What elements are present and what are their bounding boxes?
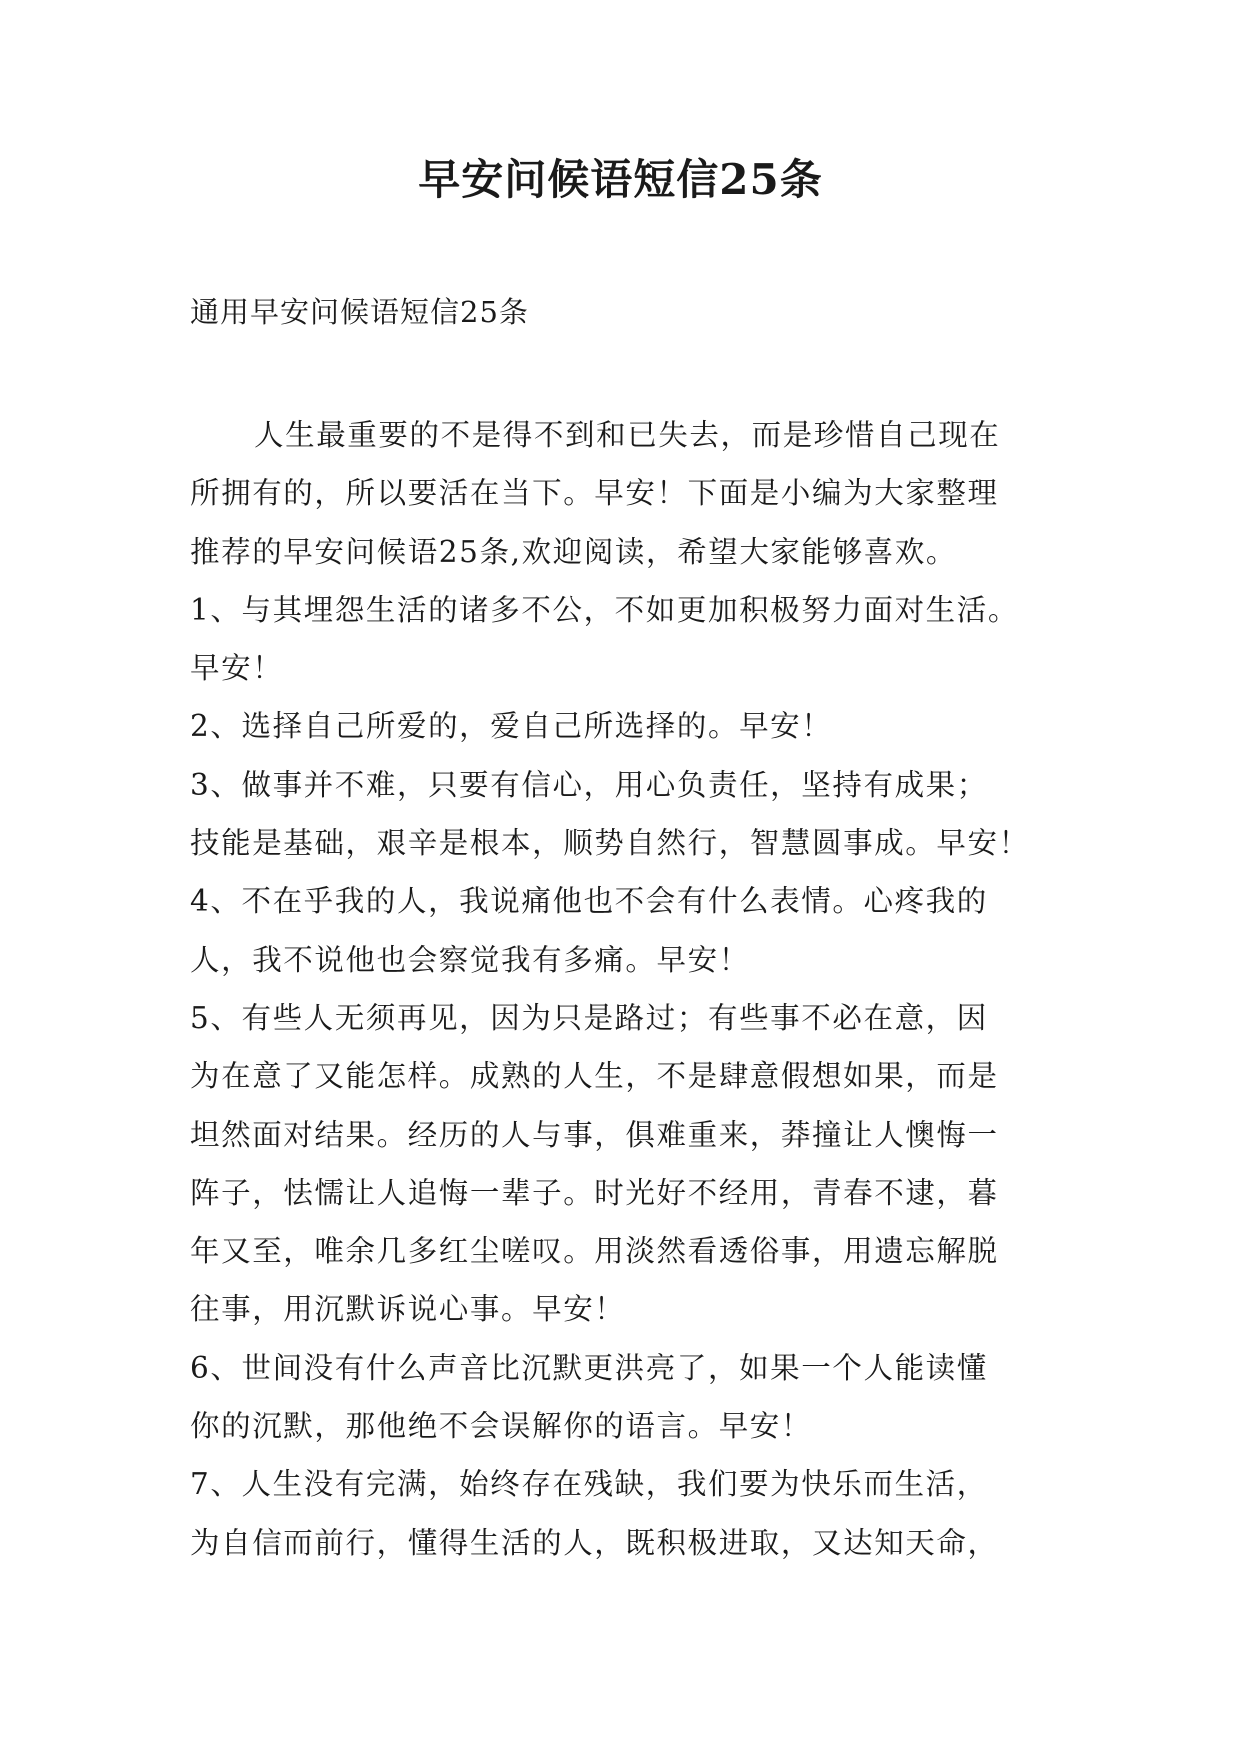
document-subtitle: 通用早安问候语短信25条 [190, 295, 529, 329]
body-line: 坦然面对结果。经历的人与事，俱难重来，莽撞让人懊悔一 [190, 1117, 999, 1152]
body-line: 阵子，怯懦让人追悔一辈子。时光好不经用，青春不逮，暮 [190, 1175, 999, 1210]
body-line: 2、选择自己所爱的，爱自己所选择的。早安！ [190, 709, 833, 744]
body-line: 3、做事并不难，只要有信心，用心负责任，坚持有成果； [190, 767, 988, 802]
body-line: 推荐的早安问候语25条,欢迎阅读，希望大家能够喜欢。 [190, 534, 958, 569]
body-line: 所拥有的，所以要活在当下。早安！下面是小编为大家整理 [190, 476, 999, 511]
body-line: 6、世间没有什么声音比沉默更洪亮了，如果一个人能读懂 [190, 1350, 988, 1385]
body-line: 年又至，唯余几多红尘嗟叹。用淡然看透俗事，用遗忘解脱 [190, 1234, 999, 1269]
body-line: 5、有些人无须再见，因为只是路过；有些事不必在意，因 [190, 1000, 988, 1035]
document-body [190, 406, 1090, 1572]
body-line: 为在意了又能怎样。成熟的人生，不是肆意假想如果，而是 [190, 1059, 999, 1094]
body-line: 1、与其埋怨生活的诸多不公，不如更加积极努力面对生活。 [190, 592, 1019, 627]
document-title: 早安问候语短信25条 [418, 155, 823, 204]
body-line: 人生最重要的不是得不到和已失去，而是珍惜自己现在 [254, 418, 1001, 452]
body-line: 你的沉默，那他绝不会误解你的语言。早安！ [190, 1409, 813, 1444]
body-line: 技能是基础，艰辛是根本，顺势自然行，智慧圆事成。早安！ [190, 826, 1030, 861]
body-line: 往事，用沉默诉说心事。早安！ [190, 1292, 626, 1327]
body-line: 人，我不说他也会察觉我有多痛。早安！ [190, 942, 750, 977]
body-line: 为自信而前行，懂得生活的人，既积极进取，又达知天命， [190, 1525, 999, 1560]
body-line: 早安！ [190, 651, 284, 686]
body-line: 7、人生没有完满，始终存在残缺，我们要为快乐而生活， [190, 1467, 988, 1502]
body-line: 4、不在乎我的人，我说痛他也不会有什么表情。心疼我的 [190, 884, 988, 919]
